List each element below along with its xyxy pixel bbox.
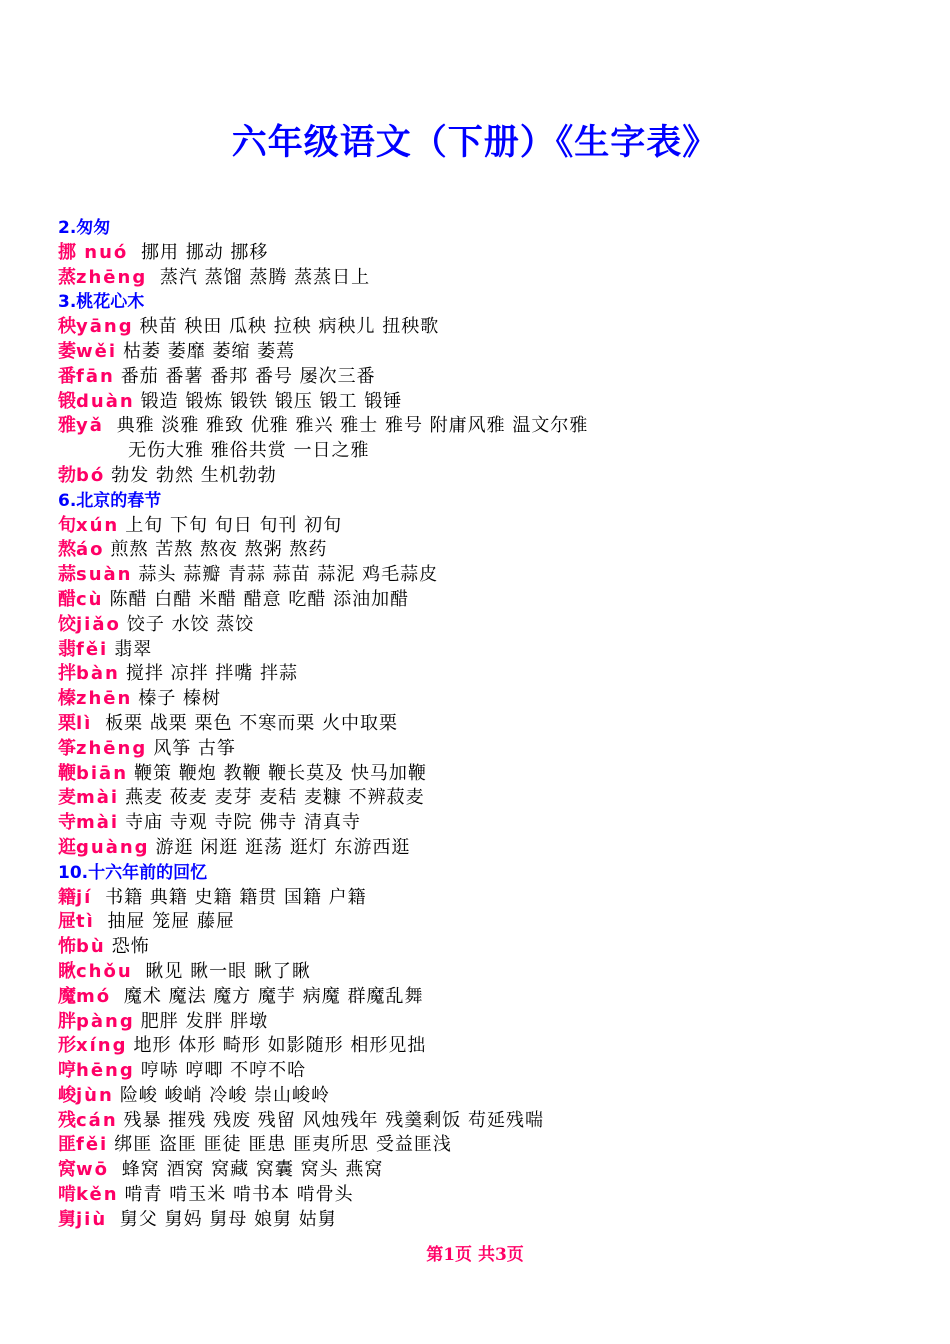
entry-pinyin: biān [76,762,129,784]
character-entry [58,886,918,911]
entry-character: 锻 [58,390,76,412]
character-entry [58,1109,918,1134]
character-entry [58,935,918,960]
entry-character: 残 [58,1109,76,1131]
entry-character: 逛 [58,836,76,858]
entry-pinyin: cán [76,1109,118,1131]
entry-pinyin: pàng [76,1010,135,1032]
entry-pinyin: lì [76,712,93,734]
entry-character: 瞅 [58,960,76,982]
character-entry [58,1208,918,1233]
entry-pinyin: jùn [76,1084,114,1106]
section-title: 2.匆匆 [58,218,111,238]
entry-words: 地形 体形 畸形 如影随形 相形见拙 [133,1035,427,1057]
entry-words: 残暴 摧残 残废 残留 风烛残年 残羹剩饭 苟延残喘 [123,1109,544,1131]
entry-words: 寺庙 寺观 寺院 佛寺 清真寺 [125,812,361,834]
character-entry [58,687,918,712]
entry-words: 啃青 啃玉米 啃书本 啃骨头 [124,1184,354,1206]
entry-words: 蒸汽 蒸馏 蒸腾 蒸蒸日上 [153,266,371,288]
entry-character: 形 [58,1035,76,1057]
entry-words: 蒜头 蒜瓣 青蒜 蒜苗 蒜泥 鸡毛蒜皮 [138,564,439,586]
entry-words: 翡翠 [114,638,153,660]
entry-character: 饺 [58,613,76,635]
section-title: 10.十六年前的回忆 [58,862,208,883]
entry-pinyin: yǎ [76,415,104,437]
entry-words: 蜂窝 酒窝 窝藏 窝囊 窝头 燕窝 [115,1159,384,1181]
entry-pinyin: suàn [76,564,133,586]
character-entry [58,1034,918,1059]
entry-words: 燕麦 莜麦 麦芽 麦秸 麦糠 不辨菽麦 [125,787,425,809]
section-heading [58,861,918,886]
character-entry [58,1010,918,1035]
entry-character: 勃 [58,464,76,486]
entry-pinyin: bàn [76,663,120,685]
entry-words: 板栗 战栗 栗色 不寒而栗 火中取栗 [98,712,398,734]
entry-words: 榛子 榛树 [138,688,222,710]
entry-words: 抽屉 笼屉 藤屉 [100,911,235,933]
entry-character: 拌 [58,663,76,685]
entry-character: 舅 [58,1208,76,1230]
entry-words: 鞭策 鞭炮 教鞭 鞭长莫及 快马加鞭 [134,762,427,784]
character-entry [58,960,918,985]
entry-pinyin: chǒu [76,960,133,982]
entry-pinyin: jí [76,886,93,908]
character-entry [58,1183,918,1208]
entry-words: 风筝 古筝 [153,737,236,759]
entry-pinyin: jiǎo [76,613,121,635]
entry-words: 番茄 番薯 番邦 番号 屡次三番 [120,365,376,387]
entry-pinyin: zhēng [76,737,148,759]
entry-pinyin: bó [76,464,106,486]
character-entry [58,836,918,861]
entry-pinyin: xún [76,514,120,536]
entry-continuation [58,439,918,464]
entry-words: 锻造 锻炼 锻铁 锻压 锻工 锻锤 [140,390,403,412]
page-title: 六年级语文（下册）《生字表》 [231,123,719,163]
entry-character: 栗 [58,712,76,734]
entry-pinyin: fěi [76,1134,109,1156]
entry-pinyin: mài [76,812,120,834]
character-entry [58,514,918,539]
entry-character: 籍 [58,886,76,908]
character-entry [58,1133,918,1158]
character-entry [58,712,918,737]
section-heading [58,489,918,514]
entry-words: 枯萎 萎靡 萎缩 萎蔫 [123,340,296,362]
character-entry [58,985,918,1010]
entry-words: 魔术 魔法 魔方 魔芋 病魔 群魔乱舞 [117,985,424,1007]
entry-words: 秧苗 秧田 瓜秧 拉秧 病秧儿 扭秧歌 [139,316,440,338]
entry-character: 鞭 [58,762,76,784]
entry-pinyin: bù [76,936,106,958]
character-entry [58,414,918,439]
character-entry [58,910,918,935]
character-entry [58,390,918,415]
entry-pinyin: wěi [76,340,118,362]
entry-words: 搅拌 凉拌 拌嘴 拌蒜 [125,663,299,685]
entry-words: 典雅 淡雅 雅致 优雅 雅兴 雅士 雅号 附庸风雅 温文尔雅 [109,415,589,437]
character-entry [58,315,918,340]
character-entry [58,588,918,613]
section-heading [58,290,918,315]
entry-pinyin: zhēn [76,688,133,710]
entry-words: 游逛 闲逛 逛荡 逛灯 东游西逛 [155,836,411,858]
entry-pinyin: wō [76,1159,109,1181]
entry-words: 恐怖 [111,936,150,958]
entry-words: 挪用 挪动 挪移 [134,241,269,263]
entry-words: 瞅见 瞅一眼 瞅了瞅 [138,960,311,982]
character-list [58,216,918,1233]
section-title: 6.北京的春节 [58,490,162,511]
entry-pinyin: jiù [76,1208,108,1230]
entry-character: 魔 [58,985,76,1007]
entry-character: 雅 [58,415,76,437]
character-entry [58,1158,918,1183]
entry-pinyin: duàn [76,390,135,412]
entry-character: 蒜 [58,564,76,586]
entry-words: 哼哧 哼唧 不哼不哈 [140,1060,307,1082]
character-entry [58,266,918,291]
entry-character: 蒸 [58,266,76,288]
entry-character: 番 [58,365,76,387]
entry-character: 秧 [58,316,76,338]
character-entry [58,464,918,489]
entry-words: 书籍 典籍 史籍 籍贯 国籍 户籍 [98,886,367,908]
entry-pinyin: fěi [76,638,109,660]
section-heading [58,216,918,241]
entry-character: 啃 [58,1184,76,1206]
entry-character: 峻 [58,1084,76,1106]
character-entry [58,613,918,638]
character-entry [58,811,918,836]
entry-pinyin: mài [76,787,120,809]
character-entry [58,662,918,687]
entry-character: 哼 [58,1060,76,1082]
entry-pinyin: cù [76,588,104,610]
entry-character: 窝 [58,1159,76,1181]
entry-pinyin: mó [76,985,112,1007]
character-entry [58,340,918,365]
entry-pinyin: nuó [76,241,129,263]
entry-words: 上旬 下旬 旬日 旬刊 初旬 [125,514,343,536]
entry-pinyin: xíng [76,1035,128,1057]
character-entry [58,1084,918,1109]
character-entry [58,1059,918,1084]
entry-character: 胖 [58,1010,76,1032]
character-entry [58,365,918,390]
entry-words: 险峻 峻峭 冷峻 崇山峻岭 [119,1084,330,1106]
character-entry [58,563,918,588]
entry-words: 煎熬 苦熬 熬夜 熬粥 熬药 [110,539,328,561]
entry-character: 挪 [58,241,76,263]
entry-pinyin: kěn [76,1184,119,1206]
character-entry [58,762,918,787]
character-entry [58,538,918,563]
entry-pinyin: yāng [76,316,134,338]
character-entry [58,638,918,663]
entry-pinyin: zhēng [76,266,148,288]
entry-pinyin: fān [76,365,115,387]
entry-words: 无伤大雅 雅俗共赏 一日之雅 [128,440,370,462]
entry-pinyin: guàng [76,836,150,858]
entry-words: 绑匪 盗匪 匪徒 匪患 匪夷所思 受益匪浅 [114,1134,452,1156]
entry-character: 旬 [58,514,76,536]
entry-words: 勃发 勃然 生机勃勃 [111,464,277,486]
character-entry [58,241,918,266]
entry-character: 寺 [58,812,76,834]
entry-character: 屉 [58,911,76,933]
entry-words: 陈醋 白醋 米醋 醋意 吃醋 添油加醋 [109,588,410,610]
entry-character: 麦 [58,787,76,809]
entry-words: 舅父 舅妈 舅母 娘舅 姑舅 [113,1208,337,1230]
entry-pinyin: hēng [76,1060,135,1082]
page-footer: 第1页 共3页 [426,1245,524,1265]
entry-words: 饺子 水饺 蒸饺 [126,613,255,635]
character-entry [58,786,918,811]
entry-character: 翡 [58,638,76,660]
entry-character: 榛 [58,688,76,710]
entry-character: 熬 [58,539,76,561]
entry-character: 匪 [58,1134,76,1156]
entry-character: 醋 [58,588,76,610]
entry-character: 怖 [58,936,76,958]
entry-words: 肥胖 发胖 胖墩 [140,1010,269,1032]
entry-pinyin: tì [76,911,95,933]
section-title: 3.桃花心木 [58,292,145,313]
entry-character: 萎 [58,340,76,362]
character-entry [58,737,918,762]
entry-character: 筝 [58,737,76,759]
entry-pinyin: áo [76,539,105,561]
